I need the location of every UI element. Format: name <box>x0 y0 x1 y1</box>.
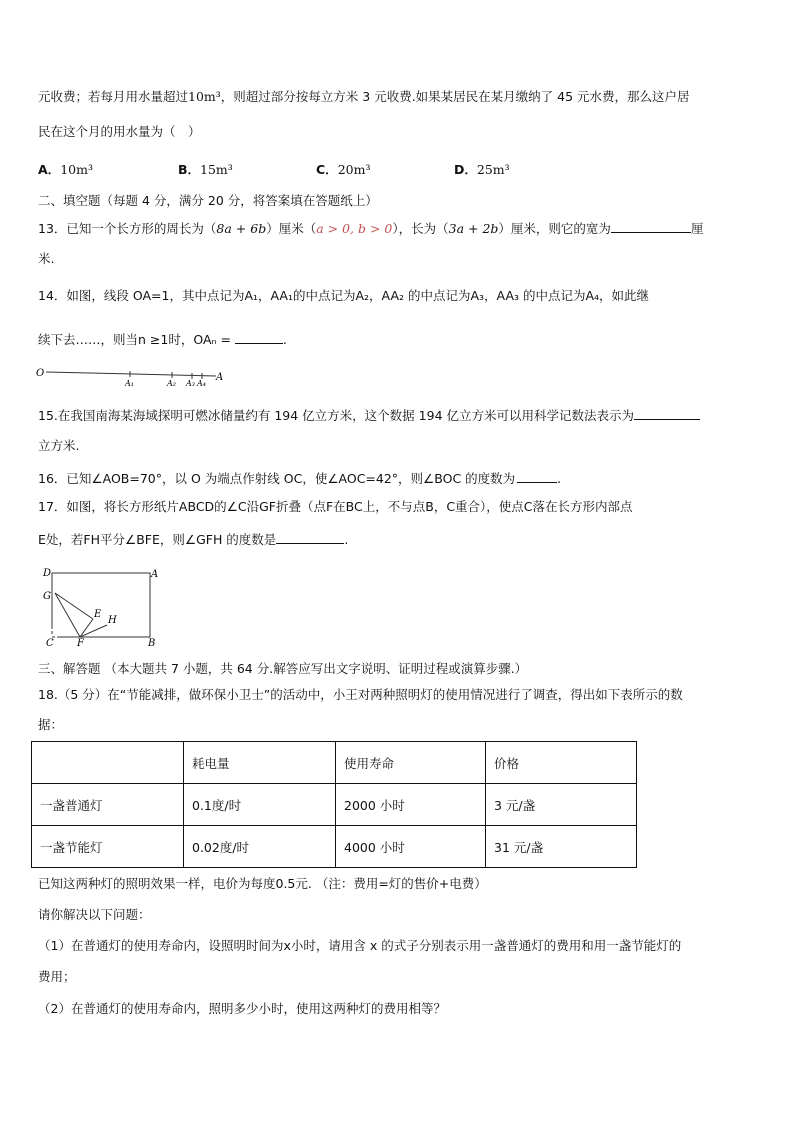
q13-text-c: ），长为（ <box>392 221 449 236</box>
q15-line2: 立方米. <box>38 438 80 453</box>
q18-note: 已知这两种灯的照明效果一样，电价为每度0.5元. （注：费用=灯的售价+电费） <box>38 876 487 891</box>
q14-segment-figure <box>34 364 234 388</box>
label-f: F <box>77 638 84 649</box>
table-cell: 4000 小时 <box>336 826 486 868</box>
table-header-cell: 使用寿命 <box>336 742 486 784</box>
q13-line1 <box>38 218 703 238</box>
q17-answer-blank[interactable] <box>276 529 344 544</box>
section-2-heading: 二、填空题（每题 4 分，满分 20 分，将答案填在答题纸上） <box>38 193 378 208</box>
label-h: H <box>108 615 117 626</box>
table-header-cell: 价格 <box>486 742 637 784</box>
q13-math-length: 3a + 2b <box>448 221 499 236</box>
q12-text-a: 元收费；若每月用水量超过 <box>38 89 189 104</box>
q16-answer-blank[interactable] <box>517 468 557 483</box>
q15-line1 <box>38 405 700 425</box>
label-c: C <box>46 638 54 649</box>
q12-option-d <box>454 160 510 178</box>
q18-line1: 18.（5 分）在“节能减排，做环保小卫士”的活动中，小王对两种照明灯的使用情况进行了调查，得出如下表所示的数 <box>38 687 683 702</box>
q17-line1: 17．如图，将长方形纸片ABCD的∠C沿GF折叠（点F在BC上，不与点B，C重合），使点C落在长方形内部点 <box>38 499 633 514</box>
label-a1: A₁ <box>125 379 134 388</box>
table-cell: 一盏节能灯 <box>32 826 184 868</box>
table-cell: 3 元/盏 <box>486 784 637 826</box>
q14-line2 <box>38 329 287 349</box>
table-row <box>32 784 637 826</box>
table-header-cell <box>32 742 184 784</box>
q12-option-b <box>178 160 233 178</box>
q18-prompt: 请你解决以下问题： <box>38 907 151 922</box>
q14-text: 续下去……，则当n ≥1时，OAₙ = <box>38 332 231 347</box>
q12-line2: 民在这个月的用水量为（ ） <box>38 124 201 139</box>
segment-ge <box>55 593 93 619</box>
q14-line1: 14．如图，线段 OA=1，其中点记为A₁，AA₁的中点记为A₂，AA₂ 的中点记为A₃，AA₃ 的中点记为A₄，如此继 <box>38 288 650 303</box>
q18-part1-line1: （1）在普通灯的使用寿命内，设照明时间为x小时，请用含 x 的式子分别表示用一盏普通灯的费用和用一盏节能灯的 <box>38 938 682 953</box>
q14-answer-blank[interactable] <box>235 329 283 344</box>
q14-period: . <box>282 332 287 347</box>
label-a: A <box>151 569 159 580</box>
option-label: D． <box>454 162 477 177</box>
table-header-cell: 耗电量 <box>184 742 336 784</box>
table-header-row <box>32 742 637 784</box>
q13-line2: 米. <box>38 251 55 266</box>
segment-oa <box>46 372 216 376</box>
table-cell: 0.02度/时 <box>184 826 336 868</box>
label-e: E <box>94 609 102 620</box>
label-d: D <box>43 568 52 579</box>
q13-answer-blank[interactable] <box>611 218 691 233</box>
table-cell: 一盏普通灯 <box>32 784 184 826</box>
table-cell: 31 元/盏 <box>486 826 637 868</box>
q18-part1-line2: 费用； <box>38 969 76 984</box>
q15-answer-blank[interactable] <box>634 405 700 420</box>
q16-text: 16．已知∠AOB=70°，以 O 为端点作射线 OC，使∠AOC=42°，则∠BOC 的度数为 <box>38 471 516 486</box>
q12-text-b: ，则超过部分按每立方米 3 元收费.如果某居民在某月缴纳了 45 元水费，那么这户居 <box>220 89 690 104</box>
q17-rectangle-figure <box>36 564 166 650</box>
crease-gf <box>55 593 80 637</box>
q16-period: . <box>557 471 562 486</box>
label-g: G <box>43 591 51 602</box>
q12-option-a <box>38 160 93 178</box>
table-cell: 2000 小时 <box>336 784 486 826</box>
q13-text-e: 厘 <box>690 221 704 236</box>
q15-text: 15.在我国南海某海域探明可燃冰储量约有 194 亿立方米，这个数据 194 亿立方米可以用科学记数法表示为 <box>38 408 634 423</box>
q17-line2 <box>38 529 348 549</box>
option-value: 20m³ <box>337 162 371 177</box>
option-label: C． <box>316 162 338 177</box>
q17-text: E处，若FH平分∠BFE，则∠GFH 的度数是 <box>38 532 277 547</box>
label-a4: A₄ <box>197 379 206 388</box>
q13-text-b: ）厘米（ <box>266 221 317 236</box>
option-value: 15m³ <box>200 162 233 177</box>
q12-line1 <box>38 88 690 106</box>
option-value: 10m³ <box>60 162 93 177</box>
label-b: B <box>148 638 156 649</box>
q18-lamp-table <box>31 741 637 868</box>
q13-math-perimeter: 8a + 6b <box>216 221 267 236</box>
label-a2: A₂ <box>167 379 176 388</box>
option-label: B． <box>178 162 201 177</box>
q18-part2: （2）在普通灯的使用寿命内，照明多少小时，使用这两种灯的费用相等？ <box>38 1001 446 1016</box>
option-value: 25m³ <box>476 162 510 177</box>
q13-math-condition: a > 0, b > 0 <box>316 221 393 236</box>
q13-text-a: 13．已知一个长方形的周长为（ <box>38 221 217 236</box>
table-row <box>32 826 637 868</box>
q18-line2: 据： <box>38 717 64 732</box>
q17-period: . <box>344 532 349 547</box>
q12-math: 10m³ <box>188 89 221 104</box>
section-3-heading: 三、解答题 （本大题共 7 小题，共 64 分.解答应写出文字说明、证明过程或演算步骤.） <box>38 661 528 676</box>
table-cell: 0.1度/时 <box>184 784 336 826</box>
q12-option-c <box>316 160 370 178</box>
label-a: A <box>216 372 224 383</box>
q13-text-d: ）厘米，则它的宽为 <box>498 221 611 236</box>
option-label: A． <box>38 162 61 177</box>
q16-line <box>38 468 561 488</box>
label-o: O <box>36 368 45 379</box>
label-a3: A₃ <box>186 379 195 388</box>
